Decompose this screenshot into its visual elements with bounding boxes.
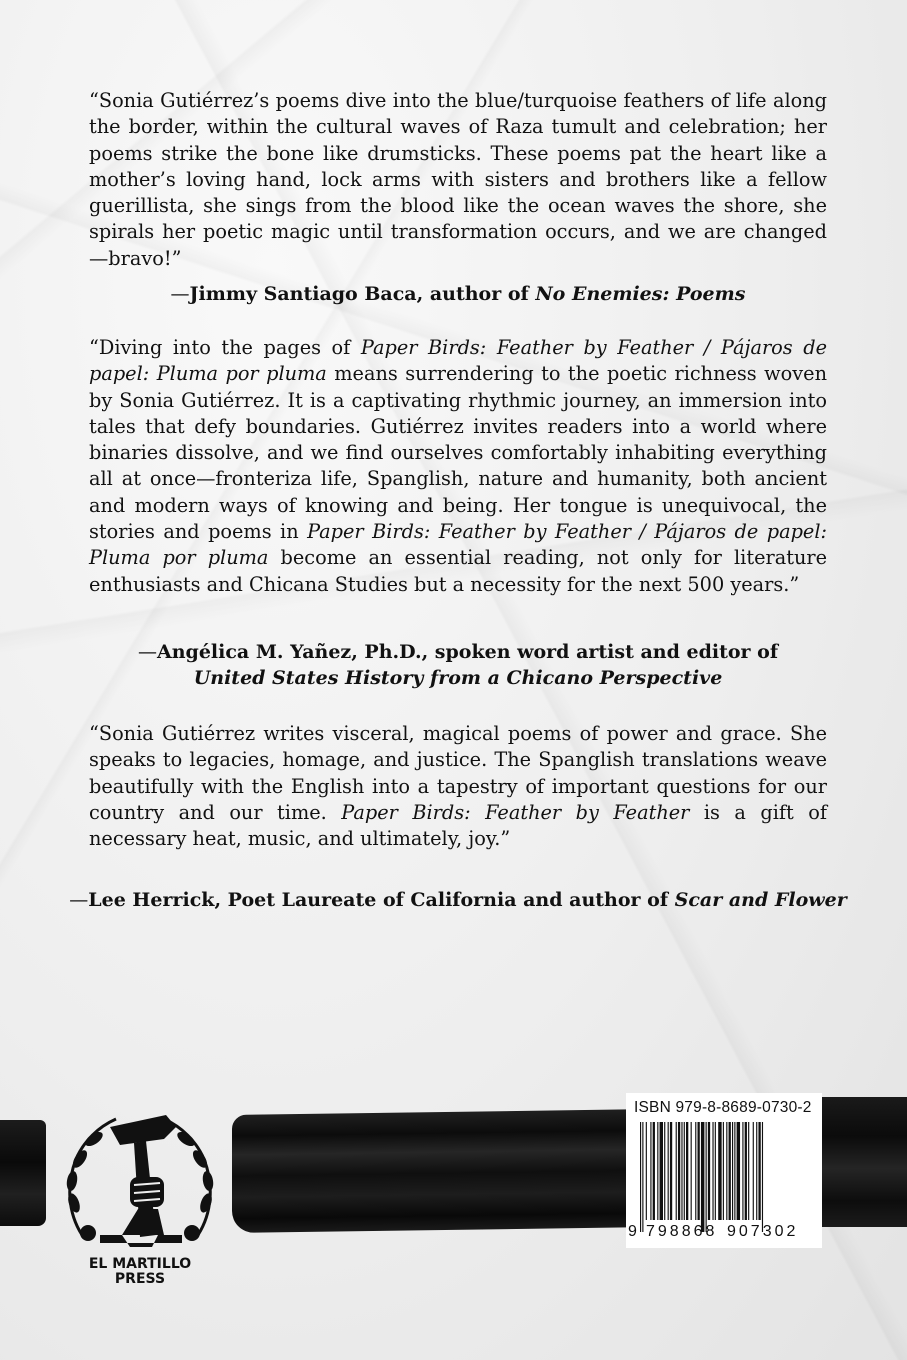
barcode-bar <box>660 1122 663 1220</box>
barcode-bar <box>642 1122 643 1232</box>
attribution-role: , Poet Laureate of California and author of <box>214 889 675 911</box>
barcode-bar <box>753 1122 754 1220</box>
barcode-bar <box>678 1122 680 1220</box>
barcode-digits-right: 907302 <box>727 1223 799 1240</box>
barcode-bar <box>668 1122 669 1220</box>
hammer-fist-icon <box>100 1115 182 1247</box>
attribution-work-title: Scar and Flower <box>674 889 847 911</box>
book-title: Paper Birds: Feather by Feather <box>341 800 690 824</box>
brush-stripe-right <box>815 1097 907 1227</box>
attribution-name: Lee Herrick <box>88 889 215 911</box>
barcode-bar <box>729 1122 731 1220</box>
brush-stripe-center <box>232 1109 652 1233</box>
barcode-bar <box>701 1122 704 1232</box>
attribution-work-title: No Enemies: Poems <box>535 283 746 305</box>
attribution-dash: — <box>137 641 157 663</box>
barcode-bar <box>698 1122 700 1220</box>
barcode-bars <box>640 1122 808 1232</box>
barcode-bar <box>653 1122 655 1220</box>
attribution-herrick <box>60 887 856 913</box>
blurb-text: is a gift of necessary heat, music, and ultimately, joy.” <box>89 800 827 851</box>
isbn-barcode <box>626 1093 822 1248</box>
barcode-bar <box>650 1122 651 1220</box>
barcode-bar <box>676 1122 677 1220</box>
barcode-bar <box>726 1122 727 1220</box>
publisher-name-line1: EL MARTILLO <box>88 1256 192 1272</box>
attribution-yanez <box>60 639 856 691</box>
barcode-bar <box>657 1122 658 1220</box>
brush-stripe-left <box>0 1120 46 1226</box>
barcode-bar <box>691 1122 692 1220</box>
barcode-bar <box>712 1122 713 1220</box>
barcode-bar <box>723 1122 724 1220</box>
blurb-text: means surrendering to the poetic richness woven by Sonia Gutiérrez. It is a captivating rhythmic journey, an immersion into tales that defy boundaries. Gutiérrez invites readers into a world where binaries dissolve, and we find ourselves comfortably inhabiting everything all at once—fronteriza life, Spanglish, nature and humanity, both ancient and modern ways of knowing and being. Her tongue is unequivocal, the stories and poems in <box>89 362 827 544</box>
attribution-baca <box>60 281 856 307</box>
blurb-text: “Sonia Gutiérrez writes visceral, magical poems of power and grace. She speaks to legacies, homage, and justice. The Spanglish translations weave beautifully with the English into a tapestry of important questions for our country and our time. <box>89 722 827 824</box>
barcode-bar <box>684 1122 685 1220</box>
barcode-bar <box>762 1122 763 1232</box>
barcode-digit-first: 9 <box>628 1223 637 1240</box>
barcode-bar <box>686 1122 688 1220</box>
barcode-bar <box>745 1122 747 1220</box>
el-martillo-press-logo <box>60 1085 220 1285</box>
attribution-name: Jimmy Santiago Baca <box>189 283 417 305</box>
barcode-bar <box>748 1122 749 1220</box>
attribution-role: , author of <box>416 283 536 305</box>
barcode-bar <box>640 1122 641 1232</box>
barcode-bar <box>708 1122 710 1220</box>
blurb-text: “Diving into the pages of <box>89 336 361 359</box>
attribution-role: , Ph.D., spoken word artist and editor of <box>351 641 779 663</box>
publisher-name-line2: PRESS <box>114 1271 166 1285</box>
blurb-herrick <box>89 721 827 852</box>
blurb-text: “Sonia Gutiérrez’s poems dive into the blue/turquoise feathers of life along the border, within the cultural waves of Raza tumult and celebration; her poems strike the bone like drumsticks. These poems pat the heart like a mother’s loving hand, lock arms with sisters and brothers like a fellow guerillista, she sings from the blood like the ocean waves the shore, she spirals her poetic magic until transformation occurs, and we are changed—bravo!” <box>89 89 827 270</box>
isbn-label: ISBN 979-8-8689-0730-2 <box>634 1099 812 1116</box>
barcode-bar <box>734 1122 735 1220</box>
attribution-dash: — <box>170 283 190 305</box>
barcode-bar <box>718 1122 721 1220</box>
barcode-bar <box>695 1122 696 1220</box>
barcode-bar <box>756 1122 757 1220</box>
barcode-bar <box>732 1122 733 1220</box>
barcode-bar <box>715 1122 716 1220</box>
blurb-text: become an essential reading, not only for literature enthusiasts and Chicana Studies but a necessity for the next 500 years.” <box>89 546 828 596</box>
barcode-bar <box>646 1122 647 1220</box>
blurb-yanez <box>89 335 827 598</box>
attribution-dash: — <box>69 889 89 911</box>
barcode-digits-left: 798868 <box>646 1223 718 1240</box>
barcode-bar <box>758 1122 760 1220</box>
attribution-name: Angélica M. Yañez <box>156 641 352 663</box>
barcode-bar <box>737 1122 740 1220</box>
barcode-bar <box>664 1122 665 1220</box>
barcode-bar <box>681 1122 682 1220</box>
barcode-bar <box>742 1122 743 1220</box>
attribution-work-title: United States History from a Chicano Perspective <box>193 667 723 689</box>
barcode-bar <box>670 1122 672 1220</box>
book-title: Paper Birds: Feather by Feather / Pájaros de papel: Pluma por pluma <box>89 336 827 386</box>
book-title: Paper Birds: Feather by Feather / Pájaros de papel: Pluma por pluma <box>89 520 827 570</box>
blurb-baca <box>89 88 827 272</box>
barcode-bar <box>706 1122 707 1232</box>
